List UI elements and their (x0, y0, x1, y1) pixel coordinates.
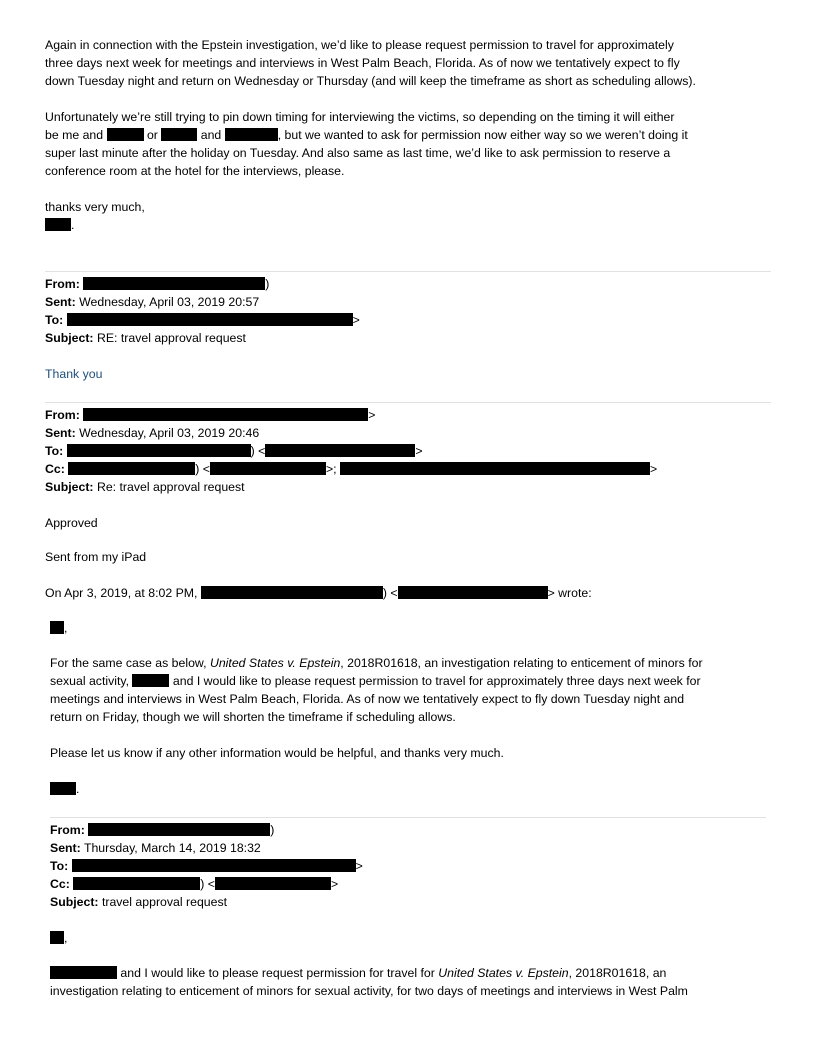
divider (45, 402, 771, 403)
redaction-bar (340, 462, 650, 475)
redaction-bar (50, 966, 117, 979)
redaction-bar (88, 823, 270, 836)
quoted-paragraph-1: For the same case as below, United States v. Epstein, 2018R01618, an investigation relating to enticement of minors for sexual activity, and I would like to please request permission to travel for approximately three days next week for meetings and interviews in West Palm Beach, Florida. As of now we tentatively expect to fly down Tuesday night and return on Friday, though we will shorten the timeframe if scheduling allows. (50, 656, 703, 724)
redaction-bar (107, 128, 144, 141)
redaction-bar (73, 877, 200, 890)
redaction-bar (215, 877, 331, 890)
redaction-bar (50, 621, 64, 634)
signature: . (45, 216, 74, 234)
quoted-paragraph-2: Please let us know if any other information would be helpful, and thanks very much. (50, 746, 504, 760)
redaction-bar (72, 859, 356, 872)
divider (45, 271, 771, 272)
redaction-bar (201, 586, 383, 599)
email-header-3: From: ) Sent: Thursday, March 14, 2019 18:32 To: > Cc: ) < > Subject: travel approval request (50, 823, 363, 909)
quote-attribution: On Apr 3, 2019, at 8:02 PM, ) < > wrote: (45, 586, 592, 600)
redaction-bar (132, 674, 169, 687)
reply-signature: Sent from my iPad (45, 550, 147, 564)
quoted-signature: . (50, 780, 79, 798)
paragraph-travel-request: Again in connection with the Epstein investigation, we’d like to please request permission to travel for approximately three days next week for meetings and interviews in West Palm Beach, Florida. As of now we tentatively expect to fly down Tuesday night and return on Wednesday or Thursday (and will keep the timeframe as short as scheduling allows). (45, 38, 696, 88)
email3-body: and I would like to please request permission for travel for United States v. Epstein, 2018R01618, an investigation relating to enticement of minors for sexual activity, for two days of meetings and interviews in West Palm (50, 966, 688, 998)
redaction-bar (161, 128, 197, 141)
redaction-bar (45, 218, 71, 231)
redaction-bar (68, 462, 195, 475)
divider (50, 817, 766, 818)
redaction-bar (265, 444, 415, 457)
redaction-bar (210, 462, 326, 475)
redaction-bar (67, 313, 353, 326)
redaction-bar (50, 931, 64, 944)
redaction-bar (67, 444, 251, 457)
redaction-bar (398, 586, 548, 599)
quoted-greeting: , (50, 619, 67, 637)
redaction-bar (225, 128, 278, 141)
email-header-2: From: > Sent: Wednesday, April 03, 2019 20:46 To: ) < > Cc: ) < >; > Subject: Re: travel approval request (45, 408, 658, 494)
redaction-bar (83, 408, 368, 421)
paragraph-timing: Unfortunately we’re still trying to pin down timing for interviewing the victims, so depending on the timing it will either be me and or and , but we wanted to ask for permission now either way so we weren’t doing it super last minute after the holiday on Tuesday. And also same as last time, we’d like to ask permission to reserve a conference room at the hotel for the interviews, please. (45, 110, 688, 178)
reply-approved: Approved (45, 516, 98, 530)
redaction-bar (50, 782, 76, 795)
redaction-bar (83, 277, 265, 290)
closing: thanks very much, (45, 200, 145, 214)
reply-thank-you: Thank you (45, 367, 103, 381)
email3-greeting: , (50, 929, 67, 947)
email-header-1: From: ) Sent: Wednesday, April 03, 2019 20:57 To: > Subject: RE: travel approval request (45, 277, 360, 345)
